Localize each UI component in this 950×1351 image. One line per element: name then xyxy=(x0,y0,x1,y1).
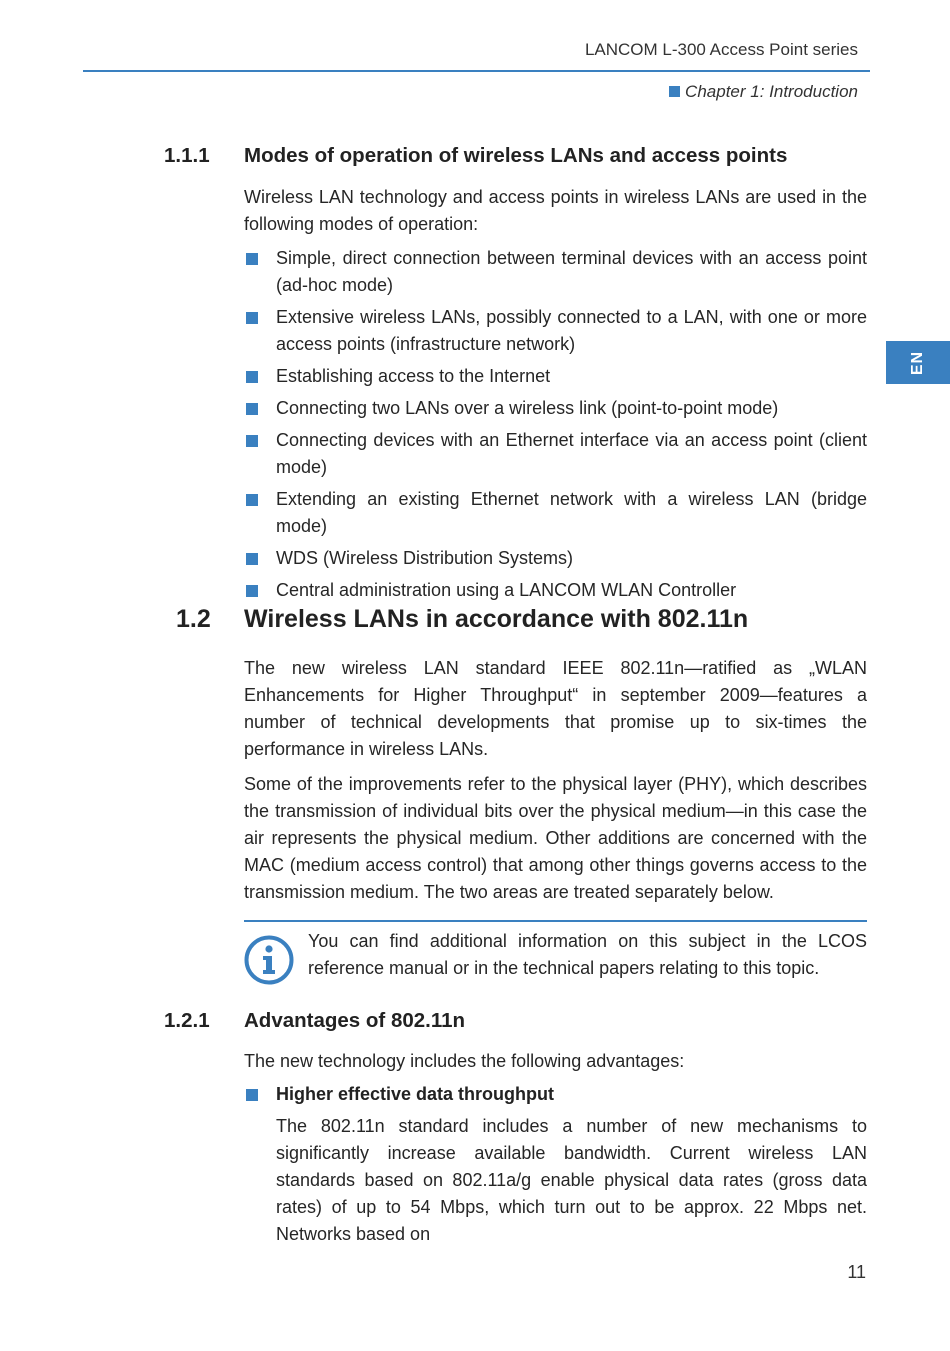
advantage-title: Higher effective data throughput xyxy=(276,1084,555,1104)
list-item: Extensive wireless LANs, possibly connected to a LAN, with one or more access points (infrastructure network) xyxy=(244,304,867,358)
list-item: Connecting two LANs over a wireless link (point-to-point mode) xyxy=(244,395,867,422)
chapter-text: Chapter 1: Introduction xyxy=(685,82,858,101)
bullet-square-icon xyxy=(246,585,258,597)
section-number-1-2-1: 1.2.1 xyxy=(164,1009,210,1032)
list-item: Simple, direct connection between terminal devices with an access point (ad-hoc mode) xyxy=(244,245,867,299)
header-rule xyxy=(83,70,870,72)
note-text: You can find additional information on this subject in the LCOS reference manual or in the technical papers relating to this topic. xyxy=(308,931,867,978)
note-rule xyxy=(244,920,867,922)
bullet-square-icon xyxy=(246,1089,258,1101)
bullet-square-icon xyxy=(246,435,258,447)
section-1-2-para-2: Some of the improvements refer to the physical layer (PHY), which describes the transmission of individual bits over the physical medium—in this case the air represents the physical medium. Other additions are concerned with the MAC (medium access control) that among other things governs access to the transmission medium. The two areas are treated separately below. xyxy=(244,774,867,902)
page-number: 11 xyxy=(847,1262,866,1282)
advantage-item xyxy=(244,1081,867,1108)
bullet-square-icon xyxy=(246,553,258,565)
bullet-square-icon xyxy=(246,312,258,324)
list-item: Extending an existing Ethernet network with a wireless LAN (bridge mode) xyxy=(244,486,867,540)
section-number-1-1-1: 1.1.1 xyxy=(164,144,210,167)
list-item: Central administration using a LANCOM WLAN Controller xyxy=(244,577,867,604)
section-1-2-para-1: The new wireless LAN standard IEEE 802.11n—ratified as „WLAN Enhancements for Higher Throughput“ in september 2009—features a number of technical developments that promise up to six-times the performance in wireless LANs. xyxy=(244,658,867,759)
section-number-1-2: 1.2 xyxy=(176,605,211,633)
bullet-square-icon xyxy=(246,253,258,265)
running-title: LANCOM L-300 Access Point series xyxy=(584,40,858,59)
bullet-square-icon xyxy=(246,371,258,383)
language-tab xyxy=(886,341,950,384)
list-item: WDS (Wireless Distribution Systems) xyxy=(244,545,867,572)
chapter-square-icon xyxy=(669,86,680,97)
section-1-2-1-intro: The new technology includes the following advantages: xyxy=(244,1051,685,1071)
modes-list xyxy=(244,245,867,609)
language-tab-label: EN xyxy=(909,350,926,375)
list-item: Establishing access to the Internet xyxy=(244,363,867,390)
info-icon xyxy=(244,935,294,985)
section-title-1-2-1: Advantages of 802.11n xyxy=(244,1009,466,1032)
section-title-1-2: Wireless LANs in accordance with 802.11n xyxy=(244,605,749,633)
list-item: Connecting devices with an Ethernet interface via an access point (client mode) xyxy=(244,427,867,481)
bullet-square-icon xyxy=(246,494,258,506)
advantage-body: The 802.11n standard includes a number of new mechanisms to significantly increase available bandwidth. Current wireless LAN standards based on 802.11a/g enable physical data rates (gross data rates) of up to 54 Mbps, which turn out to be approx. 22 Mbps net. Networks based on xyxy=(276,1116,867,1244)
section-1-1-1-intro: Wireless LAN technology and access points in wireless LANs are used in the following modes of operation: xyxy=(244,187,867,234)
chapter-label xyxy=(669,82,858,102)
section-title-1-1-1: Modes of operation of wireless LANs and access points xyxy=(244,144,788,167)
bullet-square-icon xyxy=(246,403,258,415)
